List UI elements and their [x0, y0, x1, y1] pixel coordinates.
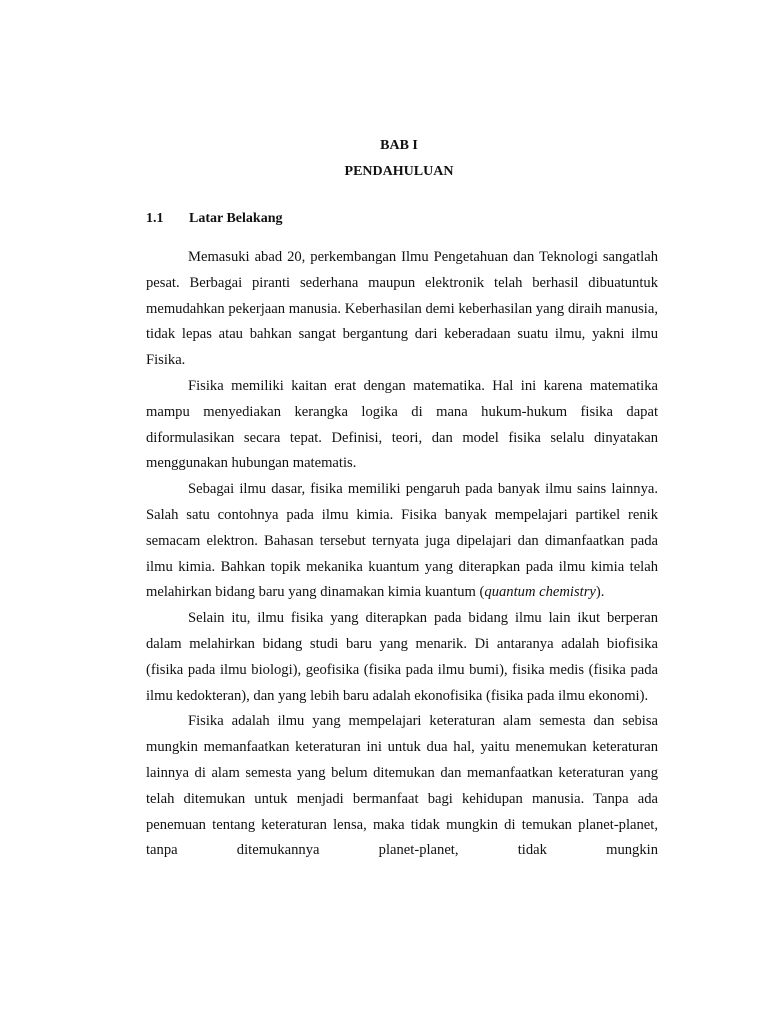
italic-term: quantum chemistry [484, 584, 596, 601]
body-text [146, 245, 658, 864]
paragraph-3-text-end: ). [595, 584, 605, 601]
paragraph-2: Fisika memiliki kaitan erat dengan matematika. Hal ini karena matematika mampu menyediakan kerangka logika di mana hukum-hukum fisika dapat diformulasikan secara tepat. Definisi, teori, dan model fisika selalu dinyatakan menggunakan hubungan matematis. [146, 377, 658, 472]
paragraph-3 [146, 477, 658, 606]
paragraph-3-text-start: Sebagai ilmu dasar, fisika memiliki pengaruh pada banyak ilmu sains lainnya. Salah satu contohnya pada ilmu kimia. Fisika banyak mempelajari partikel renik semacam elektron. Bahasan tersebut ternyata juga dipelajari dan dimanfaatkan pada ilmu kimia. Bahkan topik mekanika kuantum yang diterapkan pada ilmu kimia telah melahirkan bidang baru yang dinamakan kimia kuantum ( [146, 481, 658, 601]
section-title: Latar Belakang [189, 211, 283, 226]
paragraph-4: Selain itu, ilmu fisika yang diterapkan pada bidang ilmu lain ikut berperan dalam melahirkan bidang studi baru yang menarik. Di antaranya adalah biofisika (fisika pada ilmu biologi), geofisika (fisika pada ilmu bumi), fisika medis (fisika pada ilmu kedokteran), dan yang lebih baru adalah ekonofisika (fisika pada ilmu ekonomi). [146, 610, 658, 704]
section-number: 1.1 [146, 211, 164, 226]
chapter-number: BAB I [380, 138, 418, 153]
paragraph-5: Fisika adalah ilmu yang mempelajari keteraturan alam semesta dan sebisa mungkin memanfaatkan keteraturan ini untuk dua hal, yaitu menemukan keteraturan lainnya di alam semesta yang belum ditemukan dan memanfaatkan keteraturan yang telah ditemukan untuk menjadi bermanfaat bagi kehidupan manusia. Tanpa ada penemuan tentang keteraturan lensa, maka tidak mungkin di temukan planet-planet, tanpa ditemukannya planet-planet, tidak mungkin [146, 713, 658, 859]
chapter-title: PENDAHULUAN [344, 164, 454, 179]
section-heading [146, 209, 282, 229]
paragraph-1: Memasuki abad 20, perkembangan Ilmu Pengetahuan dan Teknologi sangatlah pesat. Berbagai piranti sederhana maupun elektronik telah berhasil dibuatuntuk memudahkan pekerjaan manusia. Keberhasilan demi keberhasilan yang diraih manusia, tidak lepas atau bahkan sangat bergantung dari keberadaan suatu ilmu, yakni ilmu Fisika. [146, 249, 658, 369]
